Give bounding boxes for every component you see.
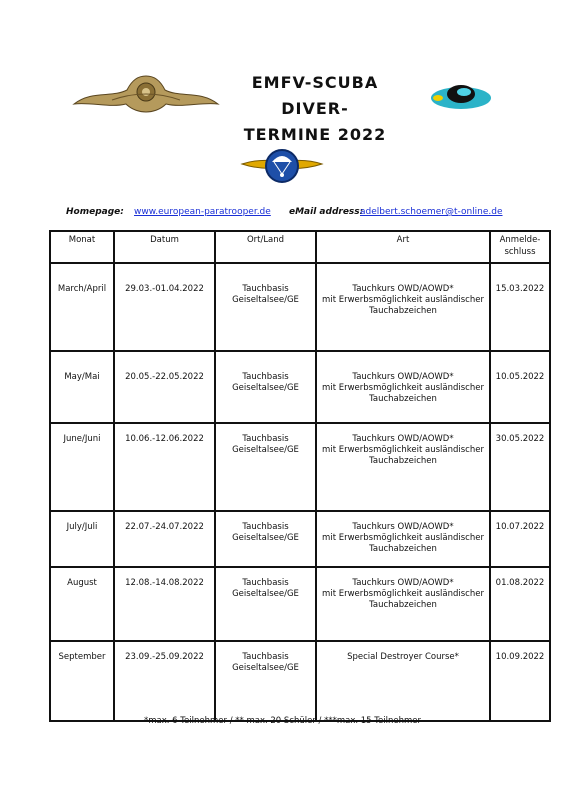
- cell-anmeldeschluss: 01.08.2022: [490, 567, 550, 641]
- art-line-1: Tauchkurs OWD/AOWD*: [352, 522, 454, 532]
- art-line-1: Special Destroyer Course*: [347, 652, 459, 662]
- title-line-1: EMFV-SCUBA DIVER-: [251, 73, 379, 118]
- header-datum: Datum: [114, 231, 215, 263]
- cell-art: [316, 423, 490, 511]
- cell-monat: March/April: [50, 263, 114, 351]
- art-line-2: mit Erwerbsmöglichkeit ausländischer: [322, 295, 484, 305]
- email-label: eMail address:: [289, 207, 364, 217]
- cell-monat: June/Juni: [50, 423, 114, 511]
- page-title: [215, 70, 415, 148]
- art-line-1: Tauchkurs OWD/AOWD*: [352, 434, 454, 444]
- cell-anmeldeschluss: 10.07.2022: [490, 511, 550, 567]
- cell-art: [316, 511, 490, 567]
- art-line-1: Tauchkurs OWD/AOWD*: [352, 578, 454, 588]
- cell-datum: 23.09.-25.09.2022: [114, 641, 215, 721]
- header-ort: Ort/Land: [215, 231, 316, 263]
- cell-monat: August: [50, 567, 114, 641]
- cell-anmeldeschluss: 10.09.2022: [490, 641, 550, 721]
- ort-line-1: Tauchbasis: [242, 372, 289, 382]
- cell-datum: 10.06.-12.06.2022: [114, 423, 215, 511]
- table-row: [50, 263, 550, 351]
- ort-line-2: Geiseltalsee/GE: [232, 589, 299, 599]
- ort-line-1: Tauchbasis: [242, 284, 289, 294]
- cell-ort: [215, 351, 316, 423]
- cell-datum: 22.07.-24.07.2022: [114, 511, 215, 567]
- cell-monat: May/Mai: [50, 351, 114, 423]
- art-line-2: mit Erwerbsmöglichkeit ausländischer: [322, 383, 484, 393]
- table-row: [50, 423, 550, 511]
- header-monat: Monat: [50, 231, 114, 263]
- diver-insignia-logo: [72, 70, 220, 116]
- art-line-3: Tauchabzeichen: [369, 456, 437, 466]
- title-line-2: TERMINE 2022: [243, 125, 387, 144]
- cell-ort: [215, 423, 316, 511]
- art-line-3: Tauchabzeichen: [369, 600, 437, 610]
- cell-art: [316, 263, 490, 351]
- cell-ort: [215, 641, 316, 721]
- art-line-1: Tauchkurs OWD/AOWD*: [352, 372, 454, 382]
- diver-logo: [428, 80, 494, 112]
- cell-datum: 12.08.-14.08.2022: [114, 567, 215, 641]
- cell-ort: [215, 263, 316, 351]
- cell-art: [316, 567, 490, 641]
- ort-line-2: Geiseltalsee/GE: [232, 445, 299, 455]
- cell-monat: July/Juli: [50, 511, 114, 567]
- paratrooper-wings-emblem: [240, 142, 324, 192]
- art-line-2: mit Erwerbsmöglichkeit ausländischer: [322, 533, 484, 543]
- ort-line-2: Geiseltalsee/GE: [232, 533, 299, 543]
- art-line-2: mit Erwerbsmöglichkeit ausländischer: [322, 589, 484, 599]
- table-row: [50, 567, 550, 641]
- cell-anmeldeschluss: 15.03.2022: [490, 263, 550, 351]
- cell-art: [316, 351, 490, 423]
- ort-line-1: Tauchbasis: [242, 434, 289, 444]
- table-row: [50, 351, 550, 423]
- ort-line-1: Tauchbasis: [242, 652, 289, 662]
- cell-anmeldeschluss: 30.05.2022: [490, 423, 550, 511]
- ort-line-1: Tauchbasis: [242, 522, 289, 532]
- art-line-3: Tauchabzeichen: [369, 306, 437, 316]
- cell-ort: [215, 511, 316, 567]
- cell-monat: September: [50, 641, 114, 721]
- header-anmeldeschluss: Anmelde-schluss: [490, 231, 550, 263]
- cell-art: [316, 641, 490, 721]
- email-link[interactable]: adelbert.schoemer@t-online.de: [360, 207, 503, 217]
- table-row: [50, 641, 550, 721]
- art-line-3: Tauchabzeichen: [369, 394, 437, 404]
- homepage-label: Homepage:: [66, 207, 124, 217]
- ort-line-2: Geiseltalsee/GE: [232, 663, 299, 673]
- cell-ort: [215, 567, 316, 641]
- homepage-link[interactable]: www.european-paratrooper.de: [134, 207, 271, 217]
- cell-datum: 20.05.-22.05.2022: [114, 351, 215, 423]
- header-art: Art: [316, 231, 490, 263]
- footnote: *max. 6 Teilnehmer / ** max. 20 Schüler / ***max. 15 Teilnehmer: [144, 716, 421, 726]
- table-header-row: [50, 231, 550, 263]
- ort-line-2: Geiseltalsee/GE: [232, 295, 299, 305]
- art-line-1: Tauchkurs OWD/AOWD*: [352, 284, 454, 294]
- schedule-table: [49, 230, 551, 722]
- art-line-3: Tauchabzeichen: [369, 544, 437, 554]
- cell-datum: 29.03.-01.04.2022: [114, 263, 215, 351]
- ort-line-2: Geiseltalsee/GE: [232, 383, 299, 393]
- art-line-2: mit Erwerbsmöglichkeit ausländischer: [322, 445, 484, 455]
- ort-line-1: Tauchbasis: [242, 578, 289, 588]
- cell-anmeldeschluss: 10.05.2022: [490, 351, 550, 423]
- table-row: [50, 511, 550, 567]
